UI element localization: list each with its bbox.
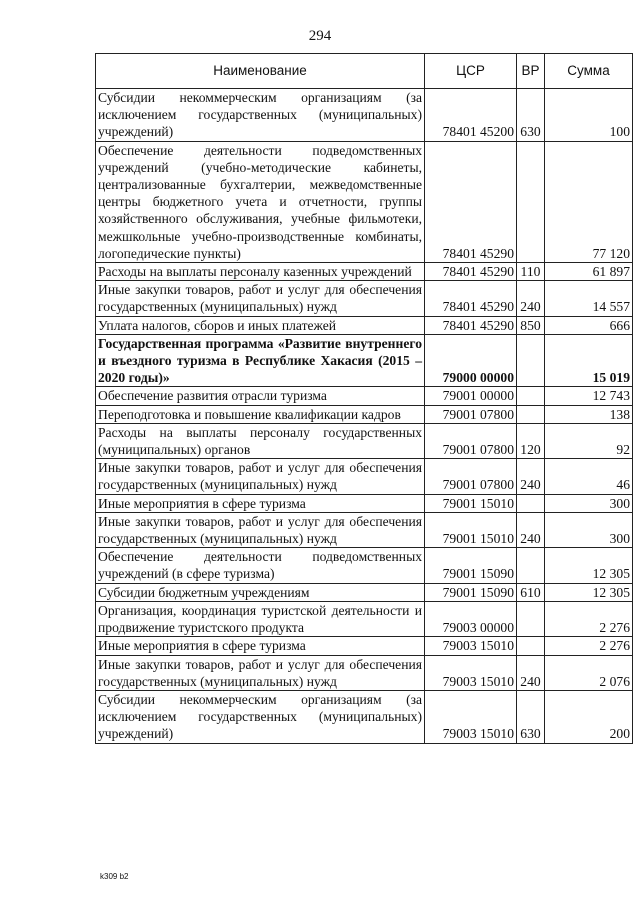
row-vr-cell: 850 (517, 316, 545, 334)
row-vr-cell (517, 405, 545, 423)
row-sum-cell: 12 305 (545, 548, 633, 583)
table-row (96, 316, 633, 334)
table-row (96, 387, 633, 405)
row-vr-cell (517, 494, 545, 512)
table-row (96, 601, 633, 636)
row-csr-cell: 79001 07800 (425, 405, 517, 423)
row-name-cell: Расходы на выплаты персоналу государственных (муниципальных) органов (96, 423, 425, 458)
table-row (96, 89, 633, 142)
row-vr-cell: 110 (517, 263, 545, 281)
row-csr-cell: 79001 07800 (425, 423, 517, 458)
row-name-cell: Государственная программа «Развитие внутреннего и въездного туризма в Республике Хакасия (2015 – 2020 годы)» (96, 334, 425, 387)
column-header-vr: ВР (517, 54, 545, 89)
row-csr-cell: 79001 15010 (425, 512, 517, 547)
row-vr-cell: 630 (517, 690, 545, 743)
row-sum-cell: 300 (545, 494, 633, 512)
row-csr-cell: 79001 15010 (425, 494, 517, 512)
row-name-cell: Иные мероприятия в сфере туризма (96, 494, 425, 512)
row-vr-cell (517, 141, 545, 262)
footer-code: k309 b2 (100, 872, 129, 881)
row-name-cell: Субсидии некоммерческим организациям (за исключением государственных (муниципальных) учреждений) (96, 89, 425, 142)
table-row (96, 512, 633, 547)
row-sum-cell: 2 276 (545, 637, 633, 655)
row-csr-cell: 78401 45290 (425, 281, 517, 316)
row-sum-cell: 138 (545, 405, 633, 423)
row-sum-cell: 14 557 (545, 281, 633, 316)
row-csr-cell: 79000 00000 (425, 334, 517, 387)
row-csr-cell: 79001 15090 (425, 583, 517, 601)
row-sum-cell: 200 (545, 690, 633, 743)
row-name-cell: Уплата налогов, сборов и иных платежей (96, 316, 425, 334)
row-vr-cell: 610 (517, 583, 545, 601)
row-csr-cell: 78401 45290 (425, 316, 517, 334)
table-body (96, 89, 633, 744)
table-row (96, 494, 633, 512)
table-row (96, 655, 633, 690)
row-csr-cell: 78401 45290 (425, 263, 517, 281)
row-name-cell: Субсидии некоммерческим организациям (за исключением государственных (муниципальных) учреждений) (96, 690, 425, 743)
row-sum-cell: 666 (545, 316, 633, 334)
row-name-cell: Обеспечение развития отрасли туризма (96, 387, 425, 405)
table-row (96, 281, 633, 316)
row-sum-cell: 61 897 (545, 263, 633, 281)
row-name-cell: Расходы на выплаты персоналу казенных учреждений (96, 263, 425, 281)
table-row (96, 459, 633, 494)
row-csr-cell: 79001 07800 (425, 459, 517, 494)
row-csr-cell: 78401 45200 (425, 89, 517, 142)
table-row (96, 423, 633, 458)
column-header-name: Наименование (96, 54, 425, 89)
row-vr-cell: 120 (517, 423, 545, 458)
table-row (96, 141, 633, 262)
row-sum-cell: 92 (545, 423, 633, 458)
row-name-cell: Иные мероприятия в сфере туризма (96, 637, 425, 655)
row-sum-cell: 15 019 (545, 334, 633, 387)
row-vr-cell: 240 (517, 281, 545, 316)
row-sum-cell: 2 076 (545, 655, 633, 690)
row-sum-cell: 46 (545, 459, 633, 494)
row-name-cell: Иные закупки товаров, работ и услуг для обеспечения государственных (муниципальных) нужд (96, 281, 425, 316)
row-csr-cell: 79003 00000 (425, 601, 517, 636)
row-sum-cell: 2 276 (545, 601, 633, 636)
column-header-sum: Сумма (545, 54, 633, 89)
row-csr-cell: 79001 15090 (425, 548, 517, 583)
row-csr-cell: 78401 45290 (425, 141, 517, 262)
row-name-cell: Переподготовка и повышение квалификации кадров (96, 405, 425, 423)
row-name-cell: Субсидии бюджетным учреждениям (96, 583, 425, 601)
row-csr-cell: 79003 15010 (425, 655, 517, 690)
row-name-cell: Иные закупки товаров, работ и услуг для обеспечения государственных (муниципальных) нужд (96, 512, 425, 547)
table-row (96, 583, 633, 601)
column-header-csr: ЦСР (425, 54, 517, 89)
row-name-cell: Иные закупки товаров, работ и услуг для обеспечения государственных (муниципальных) нужд (96, 655, 425, 690)
row-sum-cell: 100 (545, 89, 633, 142)
table-row (96, 548, 633, 583)
table-row (96, 263, 633, 281)
row-sum-cell: 300 (545, 512, 633, 547)
budget-table (95, 53, 633, 744)
table-row (96, 405, 633, 423)
row-vr-cell: 240 (517, 459, 545, 494)
row-sum-cell: 77 120 (545, 141, 633, 262)
table-header-row (96, 54, 633, 89)
row-sum-cell: 12 305 (545, 583, 633, 601)
row-name-cell: Иные закупки товаров, работ и услуг для обеспечения государственных (муниципальных) нужд (96, 459, 425, 494)
row-csr-cell: 79003 15010 (425, 637, 517, 655)
row-vr-cell: 240 (517, 655, 545, 690)
row-vr-cell (517, 637, 545, 655)
row-csr-cell: 79001 00000 (425, 387, 517, 405)
row-vr-cell: 630 (517, 89, 545, 142)
table-row (96, 334, 633, 387)
row-name-cell: Обеспечение деятельности подведомственных учреждений (в сфере туризма) (96, 548, 425, 583)
row-vr-cell (517, 334, 545, 387)
row-vr-cell (517, 601, 545, 636)
table-row (96, 690, 633, 743)
row-name-cell: Обеспечение деятельности подведомственных учреждений (учебно-методические кабинеты, централизованные бухгалтерии, межведомственные центры бюджетного учета и отчетности, группы хозяйственного обслуживания, учебные фильмотеки, межшкольные учебно-производственные комбинаты, логопедические пункты) (96, 141, 425, 262)
row-vr-cell (517, 387, 545, 405)
page-number: 294 (308, 28, 332, 44)
row-sum-cell: 12 743 (545, 387, 633, 405)
row-vr-cell: 240 (517, 512, 545, 547)
row-vr-cell (517, 548, 545, 583)
table-row (96, 637, 633, 655)
row-csr-cell: 79003 15010 (425, 690, 517, 743)
row-name-cell: Организация, координация туристской деятельности и продвижение туристского продукта (96, 601, 425, 636)
